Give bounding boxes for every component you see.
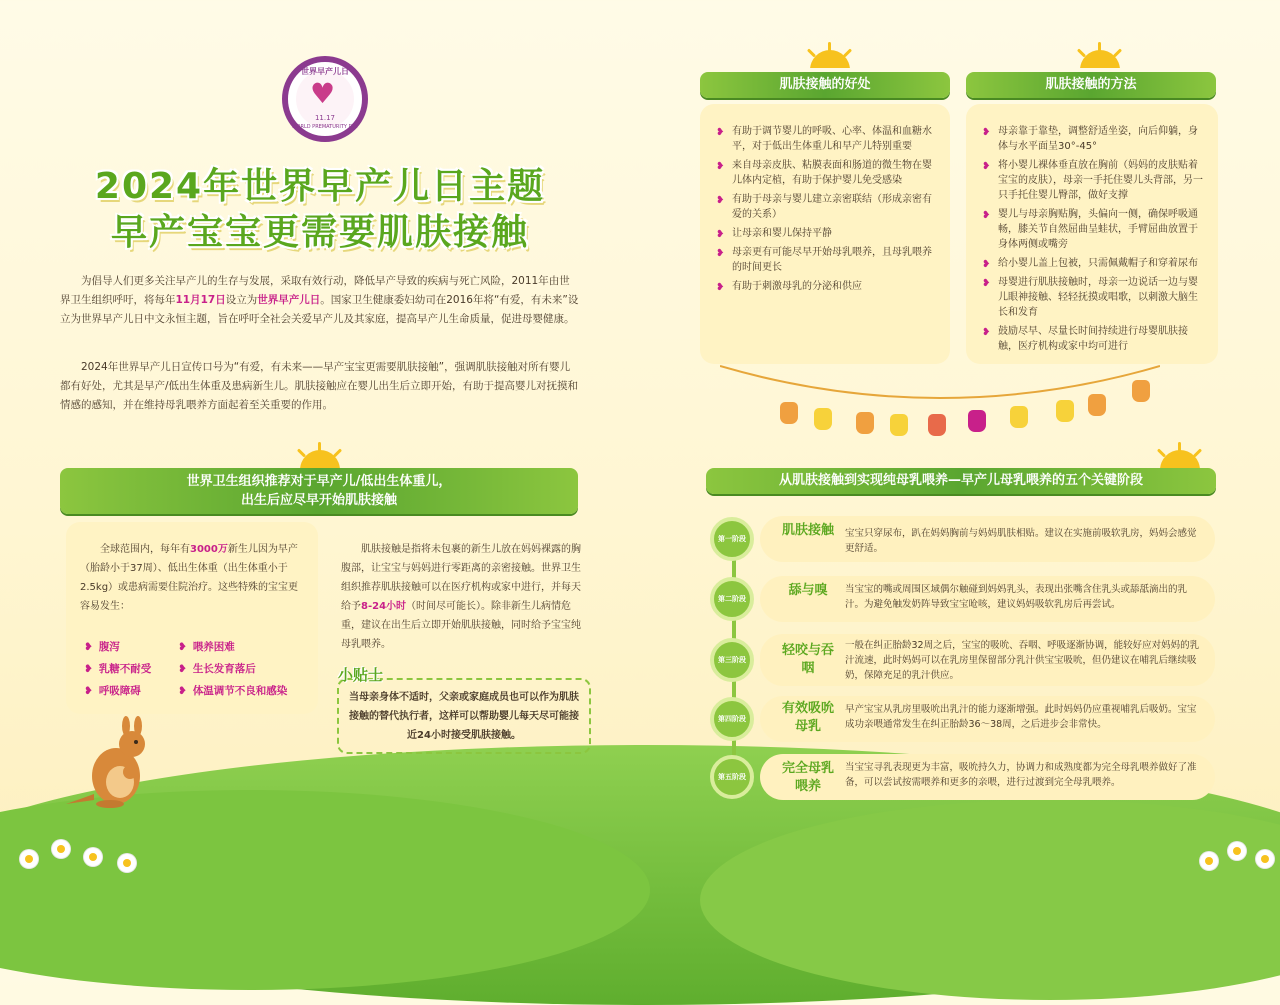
condition-item: ❥ 体温调节不良和感染 (178, 685, 288, 697)
heart-bullet-icon: ❥ (982, 278, 991, 289)
heart-bullet-icon: ❥ (84, 685, 93, 697)
stage-name: 完全母乳喂养 (781, 761, 834, 794)
sun-icon (800, 42, 860, 68)
sun-icon (1150, 442, 1210, 468)
list-item: ❥ 让母亲和婴儿保持平静 (716, 228, 832, 240)
list-item: ❥ 给小婴儿盖上包被，只需佩戴帽子和穿着尿布 (982, 258, 1198, 270)
flower-icon (1256, 850, 1274, 868)
list-item: ❥ 有助于母亲与婴儿建立亲密联结（形成亲密有爱的关系） (716, 194, 932, 220)
list-item: ❥ 婴儿与母亲胸贴胸，头偏向一侧，确保呼吸通畅，膝关节自然屈曲呈蛙状，手臂屈曲放置于身体两侧或嘴旁 (982, 209, 1198, 250)
baby-bottle-icon (890, 414, 908, 436)
heart-bullet-icon: ❥ (716, 127, 725, 138)
list-item: ❥ 母亲靠于靠垫，调整舒适坐姿，向后仰躺，身体与水平面呈30°-45° (982, 126, 1198, 152)
date-highlight: 11月17日 (175, 294, 226, 306)
kangaroo-illustration (64, 716, 154, 808)
intro-paragraph-2: 2024年世界早产儿日宣传口号为“有爱，有未来——早产宝宝更需要肌肤接触”，强调肌肤接触对所有婴儿都有好处，尤其是早产/低出生体重及患病新生儿。肌肤接触应在婴儿出生后立即开始，有助于提高婴儿对抚摸和情感的感知，并在维持母乳喂养方面起着至关重要的作用。 (60, 361, 579, 411)
baby-bottle-icon (1088, 394, 1106, 416)
stage-name: 轻咬与吞咽 (781, 643, 834, 676)
heart-hands-icon: ♥ (310, 77, 336, 110)
sun-icon (290, 442, 350, 468)
list-item: ❥ 有助于调节婴儿的呼吸、心率、体温和血糖水平，对于低出生体重儿和早产儿特别重要 (716, 126, 932, 152)
flower-icon (84, 848, 102, 866)
logo-bottom-text: WORLD PREMATURITY DAY (291, 124, 359, 130)
newborn-count-highlight: 3000万 (190, 544, 228, 555)
baby-bottle-icon (1010, 406, 1028, 428)
heart-bullet-icon: ❥ (982, 259, 991, 270)
heart-bullet-icon: ❥ (982, 127, 991, 138)
flower-icon (20, 850, 38, 868)
baby-bottle-icon (856, 412, 874, 434)
baby-bottle-icon (1132, 380, 1150, 402)
stage-badge: 第一阶段 (710, 517, 754, 561)
flower-icon (118, 854, 136, 872)
list-item: ❥ 母婴进行肌肤接触时，母亲一边说话一边与婴儿眼神接触、轻轻抚摸或唱歌，以刺激大脑生长和发育 (982, 277, 1198, 318)
skin-contact-definition: 肌肤接触是指将未包裹的新生儿放在妈妈裸露的胸腹部，让宝宝与妈妈进行零距离的亲密接触。世界卫生组织推荐肌肤接触可以在医疗机构或家中进行，并每天给予8-24小时（时间尽可能长）。除非新生儿病情危重，建议在出生后立即开始肌肤接触，同时给予宝宝纯母乳喂养。 (341, 544, 581, 650)
benefits-list (716, 124, 938, 298)
list-item: ❥ 将小婴儿裸体垂直放在胸前（妈妈的皮肤贴着宝宝的皮肤），母亲一手托住婴儿头背部，另一只手托住婴儿臀部，做好支撑 (982, 160, 1203, 201)
methods-list (982, 124, 1206, 358)
baby-bottle-icon (968, 410, 986, 432)
condition-item: ❥ 呼吸障碍 (84, 685, 141, 697)
condition-item: ❥ 生长发育落后 (178, 663, 256, 675)
flower-icon (52, 840, 70, 858)
sun-icon (1070, 42, 1130, 68)
baby-bottle-icon (814, 408, 832, 430)
stage-description: 一般在纠正胎龄32周之后，宝宝的吸吮、吞咽、呼吸逐渐协调，能较好应对妈妈的乳汁流速，此时妈妈可以在乳房里保留部分乳汁供宝宝吸吮，但仍建议在哺乳后继续吸奶，保障充足的乳汁供应。 (845, 640, 1200, 681)
stage-description: 当宝宝的嘴或周围区域偶尔触碰到妈妈乳头，表现出张嘴含住乳头或舔舐滴出的乳汁。为避免触发奶阵导致宝宝呛咳，建议妈妈吸软乳房后再尝试。 (845, 584, 1188, 610)
logo-top-text: 世界早产儿日 (301, 67, 349, 76)
hours-highlight: 8-24小时 (361, 601, 407, 612)
stage-description: 早产宝宝从乳房里吸吮出乳汁的能力逐渐增强。此时妈妈仍应重视哺乳后吸奶。宝宝成功亲喂通常发生在纠正胎龄36～38周，之后进步会非常快。 (845, 704, 1197, 730)
day-highlight: 世界早产儿日 (257, 294, 321, 306)
stage-name: 肌肤接触 (781, 523, 834, 538)
stage-name: 有效吸吮母乳 (781, 701, 834, 734)
stage-badge: 第四阶段 (710, 697, 754, 741)
methods-banner: 肌肤接触的方法 (966, 72, 1216, 98)
heart-bullet-icon: ❥ (84, 663, 93, 675)
stage-badge: 第二阶段 (710, 577, 754, 621)
benefits-banner: 肌肤接触的好处 (700, 72, 950, 98)
tip-text: 当母亲身体不适时，父亲或家庭成员也可以作为肌肤接触的替代执行者，这样可以帮助婴儿每天尽可能接近24小时接受肌肤接触。 (349, 692, 579, 741)
heart-bullet-icon: ❥ (84, 641, 93, 653)
condition-item: ❥ 喂养困难 (178, 641, 235, 653)
list-item: ❥ 来自母亲皮肤、粘膜表面和肠道的微生物在婴儿体内定植，有助于保护婴儿免受感染 (716, 160, 932, 186)
stage-name: 舔与嗅 (788, 583, 828, 598)
stage-badge: 第五阶段 (710, 755, 754, 799)
tip-label: 小贴士 (338, 666, 384, 684)
heart-bullet-icon: ❥ (178, 641, 187, 653)
world-prematurity-day-logo (282, 56, 368, 142)
list-item: ❥ 有助于刺激母乳的分泌和供应 (716, 281, 862, 293)
flower-icon (1200, 852, 1218, 870)
stage-description: 当宝宝寻乳表现更为丰富，吸吮持久力，协调力和成熟度都为完全母乳喂养做好了准备，可以尝试按需喂养和更多的亲喂，进行过渡到完全母乳喂养。 (845, 762, 1197, 788)
heart-bullet-icon: ❥ (982, 161, 991, 172)
baby-bottle-icon (1056, 400, 1074, 422)
main-title-line1: 2024年世界早产儿日主题 (94, 166, 546, 207)
stage-description: 宝宝只穿尿布，趴在妈妈胸前与妈妈肌肤相贴。建议在实施前吸软乳房，妈妈会感觉更舒适。 (845, 528, 1197, 554)
heart-bullet-icon: ❥ (716, 195, 725, 206)
who-recommendation-banner: 世界卫生组织推荐对于早产儿/低出生体重儿， 出生后应尽早开始肌肤接触 (60, 468, 578, 514)
heart-bullet-icon: ❥ (178, 663, 187, 675)
heart-bullet-icon: ❥ (716, 229, 725, 240)
stage-badge: 第三阶段 (710, 638, 754, 682)
list-item: ❥ 鼓励尽早、尽量长时间持续进行母婴肌肤接触，医疗机构或家中均可进行 (982, 326, 1188, 352)
heart-bullet-icon: ❥ (716, 161, 725, 172)
condition-item: ❥ 乳糖不耐受 (84, 663, 152, 675)
heart-bullet-icon: ❥ (982, 210, 991, 221)
flower-icon (1228, 842, 1246, 860)
premature-risk-text: 全球范围内，每年有3000万新生儿因为早产（胎龄小于37周）、低出生体重（出生体重小于2.5kg）或患病需要住院治疗。这些特殊的宝宝更容易发生： (80, 544, 299, 612)
heart-bullet-icon: ❥ (716, 282, 725, 293)
main-title-line2: 早产宝宝更需要肌肤接触 (110, 212, 529, 253)
baby-bottle-icon (928, 414, 946, 436)
heart-bullet-icon: ❥ (178, 685, 187, 697)
heart-bullet-icon: ❥ (982, 327, 991, 338)
baby-bottle-icon (780, 402, 798, 424)
intro-paragraph-1: 为倡导人们更多关注早产儿的生存与发展，采取有效行动，降低早产导致的疾病与死亡风险，2011年由世界卫生组织呼吁，将每年11月17日设立为世界早产儿日。国家卫生健康委妇幼司在2016年将“有爱，有未来”设立为世界早产儿日中文永恒主题，旨在呼吁全社会关爱早产儿及其家庭，提高早产儿生命质量，促进母婴健康。 (60, 275, 579, 325)
condition-item: ❥ 腹泻 (84, 641, 120, 653)
logo-date: 11.17 (314, 114, 336, 122)
list-item: ❥ 母亲更有可能尽早开始母乳喂养，且母乳喂养的时间更长 (716, 247, 932, 273)
stages-banner: 从肌肤接触到实现纯母乳喂养—早产儿母乳喂养的五个关键阶段 (706, 468, 1216, 494)
heart-bullet-icon: ❥ (716, 248, 725, 259)
